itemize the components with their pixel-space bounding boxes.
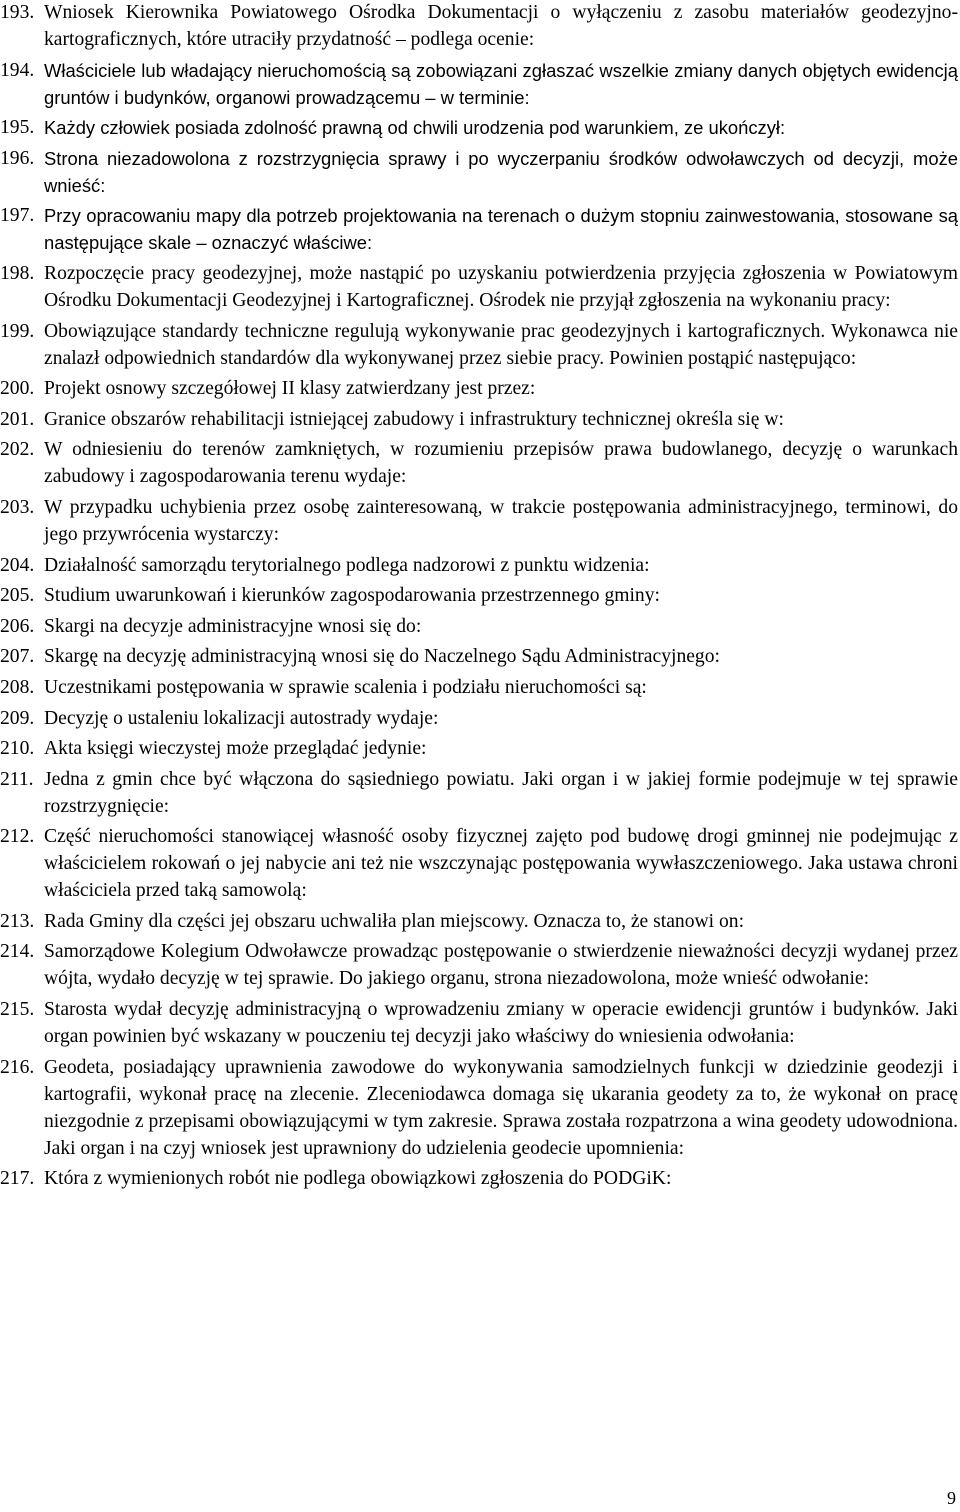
question-number: 204. (0, 554, 35, 576)
question-text: Samorządowe Kolegium Odwoławcze prowadząc postępowanie o stwierdzenie nieważności decyzji wydanej przez wójta, wydało decyzję w tej sprawie. Do jakiego organu, strona niezadowolona, może wnieść odwołanie: (44, 941, 958, 990)
question-text: Przy opracowaniu mapy dla potrzeb projektowania na terenach o dużym stopniu zainwestowania, stosowane są następujące skale – oznaczyć właściwe: (44, 205, 958, 254)
question-item (0, 114, 958, 141)
question-number: 197. (0, 205, 35, 227)
page-number: 9 (947, 1488, 956, 1508)
question-item (0, 613, 958, 640)
question-item (0, 0, 958, 53)
question-item (0, 406, 958, 433)
question-number: 210. (0, 738, 35, 760)
question-number: 206. (0, 615, 35, 637)
question-number: 215. (0, 999, 35, 1021)
question-text: Jedna z gmin chce być włączona do sąsiedniego powiatu. Jaki organ i w jakiej formie podejmuje w tej sprawie rozstrzygnięcie: (44, 768, 958, 817)
question-number: 200. (0, 378, 35, 400)
question-number: 202. (0, 439, 35, 461)
question-item (0, 57, 958, 111)
question-text: Studium uwarunkowań i kierunków zagospodarowania przestrzennego gminy: (44, 585, 660, 607)
question-text: Strona niezadowolona z rozstrzygnięcia sprawy i po wyczerpaniu środków odwoławczych od decyzji, może wnieść: (44, 147, 958, 196)
question-number: 203. (0, 496, 35, 518)
question-item (0, 938, 958, 992)
question-text: Rozpoczęcie pracy geodezyjnej, może nastąpić po uzyskaniu potwierdzenia przyjęcia zgłoszenia w Powiatowym Ośrodku Dokumentacji Geodezyjnej i Kartograficznej. Ośrodek nie przyjął zgłoszenia na wykonaniu pracy: (44, 262, 958, 311)
question-number: 205. (0, 585, 35, 607)
question-item (0, 145, 958, 199)
question-number: 193. (0, 2, 35, 23)
question-item (0, 375, 958, 402)
question-item (0, 643, 958, 670)
question-item (0, 674, 958, 701)
question-item (0, 436, 958, 490)
question-item (0, 494, 958, 548)
question-number: 195. (0, 117, 35, 139)
question-text: Działalność samorządu terytorialnego podlega nadzorowi z punktu widzenia: (44, 554, 650, 576)
question-number: 217. (0, 1168, 35, 1190)
question-text: Uczestnikami postępowania w sprawie scalenia i podziału nieruchomości są: (44, 676, 647, 698)
question-text: Obowiązujące standardy techniczne regulują wykonywanie prac geodezyjnych i kartograficznych. Wykonawca nie znalazł odpowiednich standardów dla wykonywanej przez siebie pracy. Powinien postąpić następująco: (44, 320, 958, 369)
question-number: 212. (0, 826, 35, 848)
question-item (0, 260, 958, 314)
question-item (0, 1054, 958, 1162)
question-item (0, 996, 958, 1050)
question-text: Każdy człowiek posiada zdolność prawną od chwili urodzenia pod warunkiem, ze ukończył: (44, 117, 786, 139)
question-text: Decyzję o ustaleniu lokalizacji autostrady wydaje: (44, 707, 439, 729)
question-number: 214. (0, 941, 35, 963)
question-text: Właściciele lub władający nieruchomością są zobowiązani zgłaszać wszelkie zmiany danych objętych ewidencją gruntów i budynków, organowi prowadzącemu – w terminie: (44, 59, 958, 108)
question-text: Która z wymienionych robót nie podlega obowiązkowi zgłoszenia do PODGiK: (44, 1168, 672, 1190)
question-number: 211. (0, 768, 34, 790)
question-number: 209. (0, 707, 35, 729)
question-number: 196. (0, 147, 35, 169)
question-item (0, 823, 958, 904)
question-number: 208. (0, 676, 35, 698)
question-text: Starosta wydał decyzję administracyjną o wprowadzeniu zmiany w operacie ewidencji gruntów i budynków. Jaki organ powinien być wskazany w pouczeniu tej decyzji jako właściwy do wniesienia odwołania: (44, 999, 958, 1048)
question-number: 216. (0, 1056, 35, 1078)
question-item (0, 766, 958, 820)
question-text: Rada Gminy dla części jej obszaru uchwaliła plan miejscowy. Oznacza to, że stanowi on: (44, 910, 745, 932)
question-number: 207. (0, 646, 35, 668)
question-text: Skargi na decyzje administracyjne wnosi się do: (44, 615, 422, 637)
question-item (0, 582, 958, 609)
question-text: Granice obszarów rehabilitacji istniejącej zabudowy i infrastruktury technicznej określa się w: (44, 408, 784, 430)
question-item (0, 705, 958, 732)
question-text: Skargę na decyzję administracyjną wnosi się do Naczelnego Sądu Administracyjnego: (44, 646, 720, 668)
question-number: 194. (0, 59, 35, 81)
question-text: W odniesieniu do terenów zamkniętych, w rozumieniu przepisów prawa budowlanego, decyzję o warunkach zabudowy i zagospodarowania terenu wydaje: (44, 439, 958, 488)
question-text: Projekt osnowy szczegółowej II klasy zatwierdzany jest przez: (44, 378, 536, 400)
question-item (0, 552, 958, 579)
question-item (0, 908, 958, 935)
question-text: Część nieruchomości stanowiącej własność osoby fizycznej zajęto pod budowę drogi gminnej nie podejmując z właścicielem rokowań o jej nabycie ani też nie wszczynając postępowania wywłaszczeniowego. Jaka ustawa chroni właściciela przed taką samowolą: (44, 826, 958, 902)
question-text: Wniosek Kierownika Powiatowego Ośrodka Dokumentacji o wyłączeniu z zasobu materiałów geodezyjno-kartograficznych, które utraciły przydatność – podlega ocenie: (44, 2, 958, 50)
question-text: W przypadku uchybienia przez osobę zainteresowaną, w trakcie postępowania administracyjnego, terminowi, do jego przywrócenia wystarczy: (44, 496, 958, 545)
question-number: 213. (0, 910, 35, 932)
question-item (0, 318, 958, 372)
question-text: Akta księgi wieczystej może przeglądać jedynie: (44, 738, 427, 760)
question-number: 199. (0, 320, 35, 342)
question-item (0, 202, 958, 256)
question-item (0, 735, 958, 762)
question-item (0, 1165, 958, 1192)
question-number: 198. (0, 262, 35, 284)
question-text: Geodeta, posiadający uprawnienia zawodowe do wykonywania samodzielnych funkcji w dziedzinie geodezji i kartografii, wykonał pracę na zlecenie. Zleceniodawca domaga się ukarania geodety za to, że wykonał on pracę niezgodnie z przepisami obowiązującymi w tym zakresie. Sprawa została rozpatrzona a wina geodety udowodniona. Jaki organ i na czyj wniosek jest uprawniony do udzielenia geodecie upomnienia: (44, 1056, 958, 1159)
question-number: 201. (0, 408, 35, 430)
